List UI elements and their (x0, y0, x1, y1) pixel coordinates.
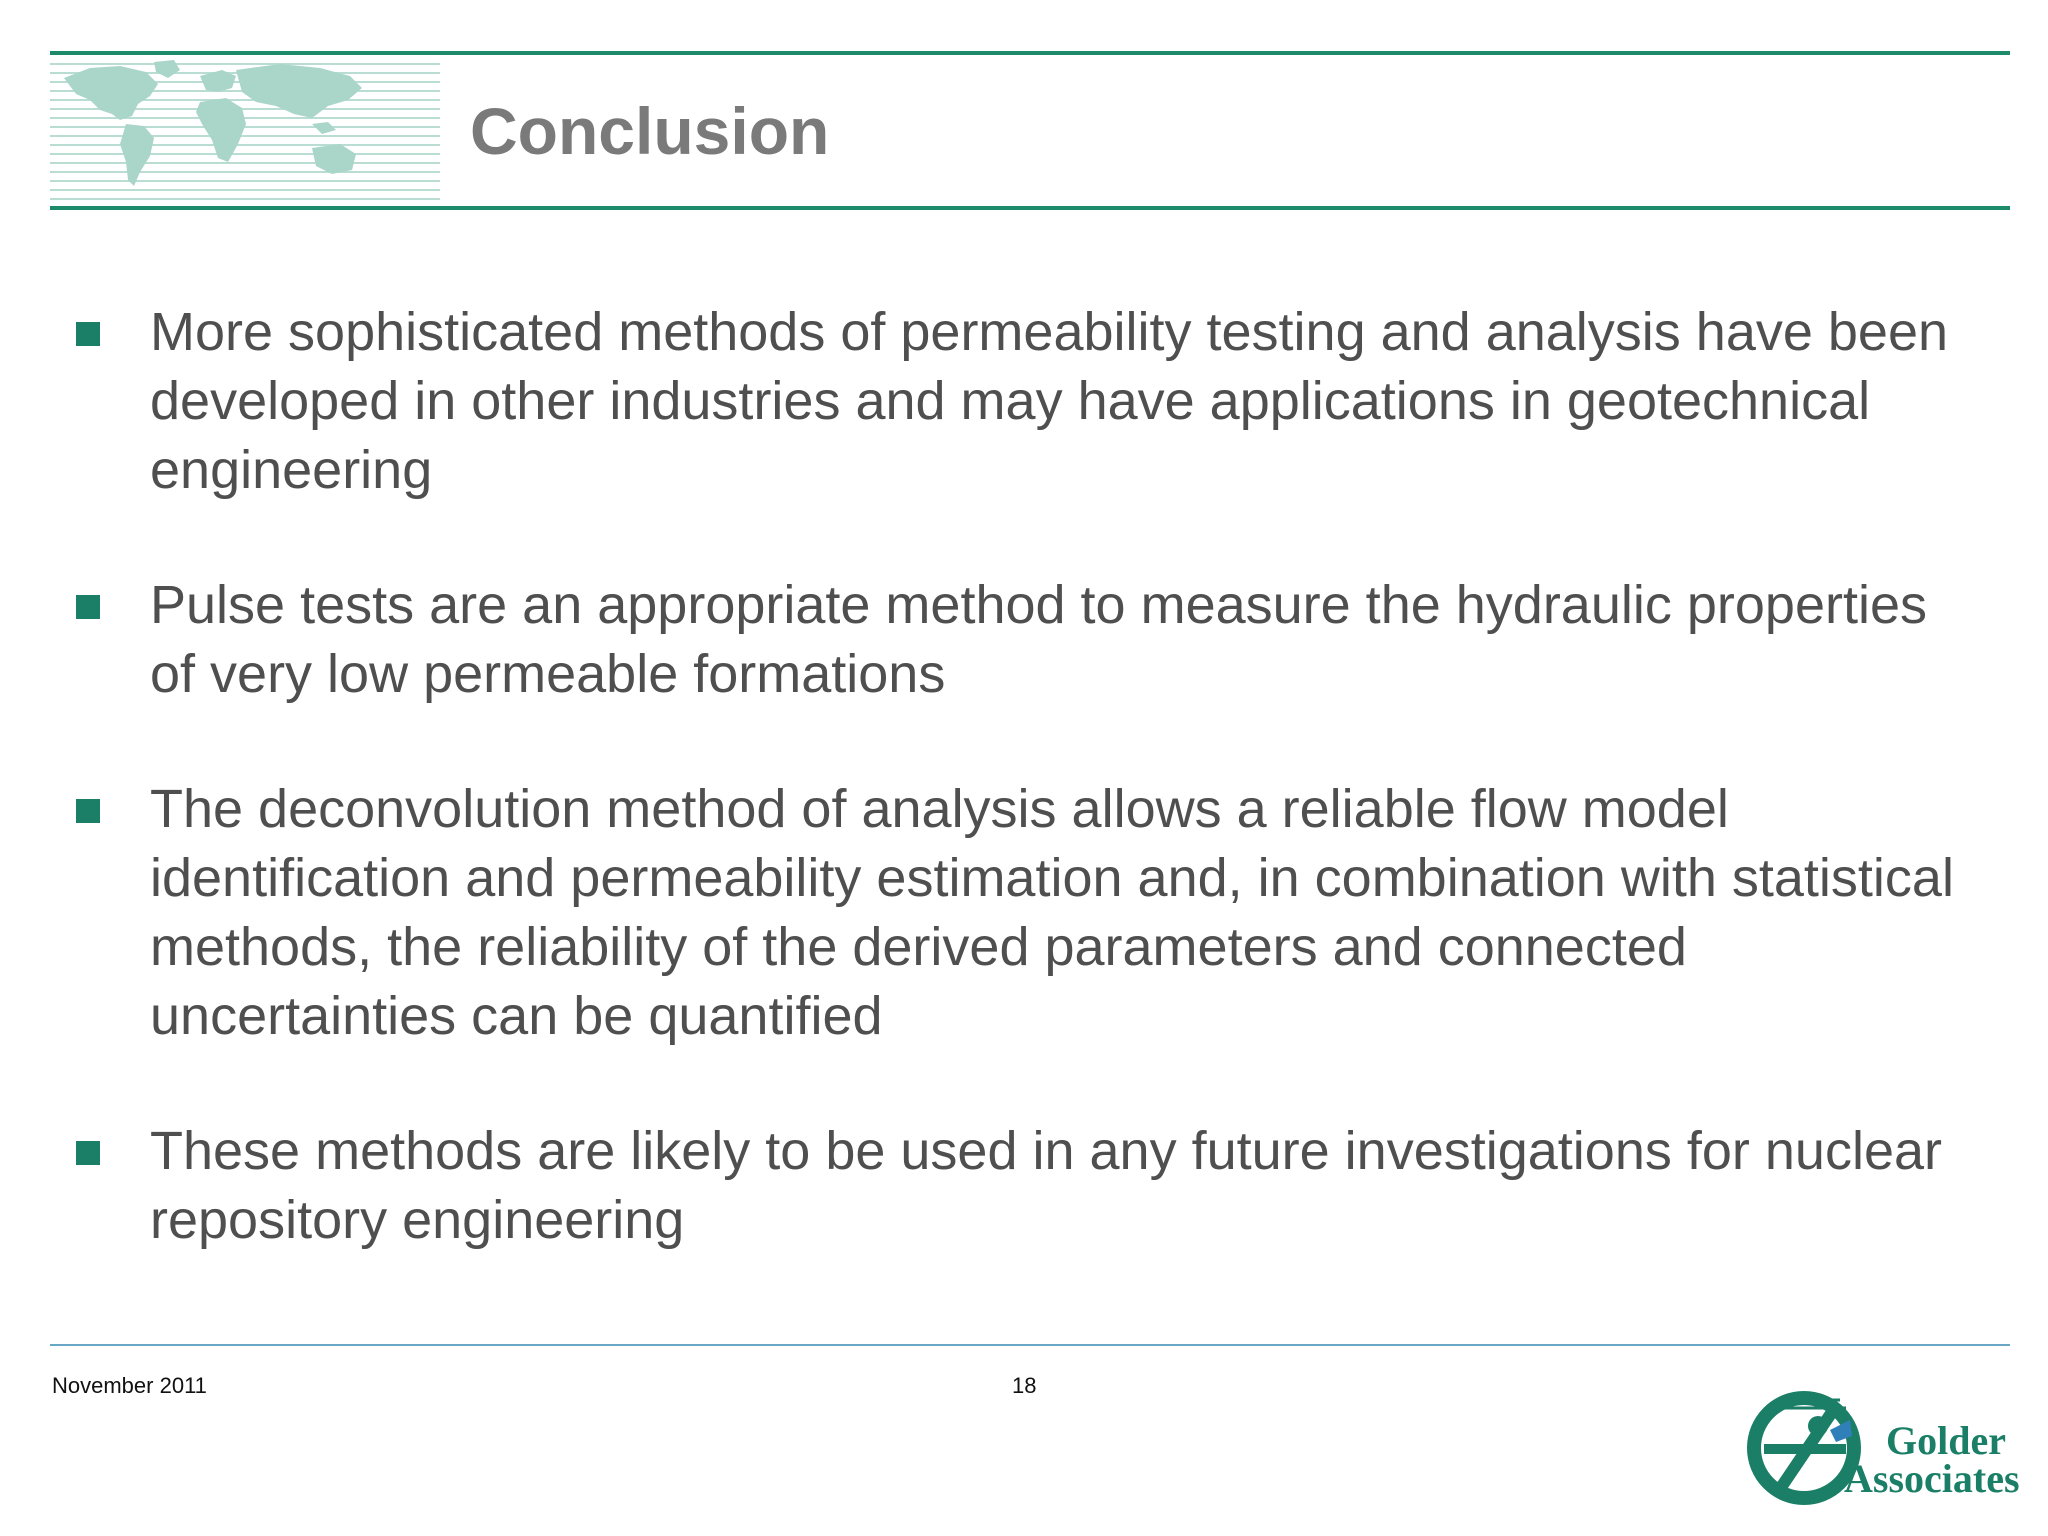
bullet-item (76, 1117, 1986, 1255)
world-map-icon (50, 58, 440, 204)
header-bottom-rule (50, 206, 2010, 210)
bullet-item (76, 571, 1986, 709)
bullet-text: More sophisticated methods of permeability testing and analysis have been developed in other industries and may have applications in geotechnical engineering (150, 302, 1949, 500)
square-bullet-icon (76, 322, 100, 346)
square-bullet-icon (76, 799, 100, 823)
bullet-item (76, 775, 1986, 1051)
bullet-text: Pulse tests are an appropriate method to measure the hydraulic properties of very low permeable formations (150, 575, 1927, 704)
page-number: 18 (1012, 1373, 1037, 1398)
logo-line1: Golder (1886, 1418, 2006, 1463)
footer-rule (50, 1344, 2010, 1346)
golder-associates-logo (1740, 1390, 2026, 1512)
page-title: Conclusion (470, 94, 830, 168)
bullet-item (76, 298, 1986, 505)
bullet-text: These methods are likely to be used in any future investigations for nuclear repository engineering (150, 1121, 1942, 1250)
logo-line2: Associates (1844, 1456, 2020, 1501)
square-bullet-icon (76, 595, 100, 619)
header-top-rule (50, 51, 2010, 55)
bullet-list (76, 298, 1986, 1321)
bullet-text: The deconvolution method of analysis allows a reliable flow model identification and permeability estimation and, in combination with statistical methods, the reliability of the derived parameters and connected uncertainties can be quantified (150, 779, 1954, 1046)
footer-date: November 2011 (52, 1373, 207, 1398)
square-bullet-icon (76, 1141, 100, 1165)
